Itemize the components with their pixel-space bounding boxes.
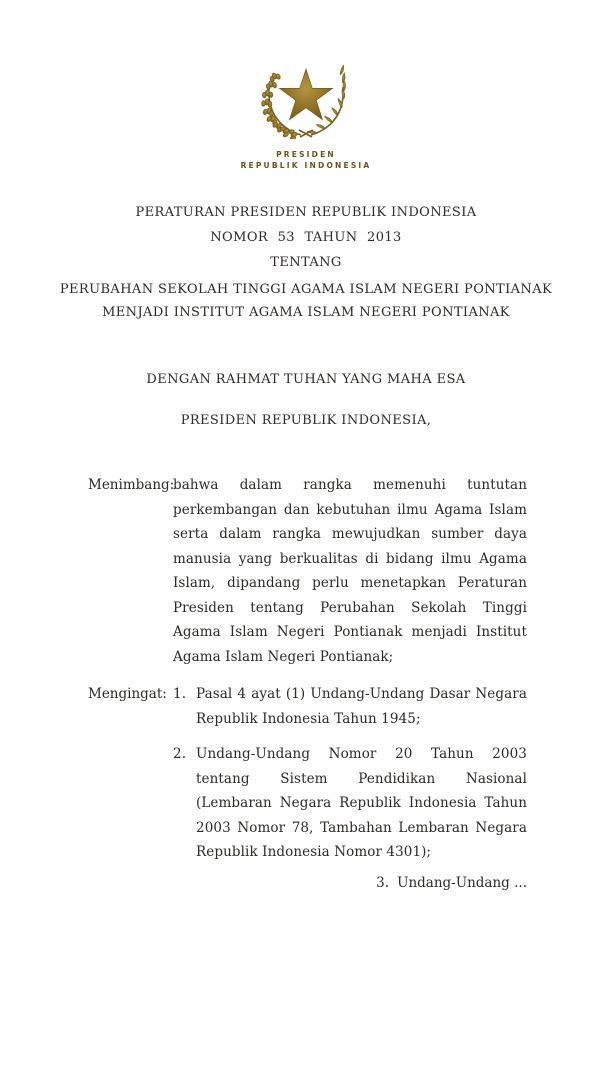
tentang-label: TENTANG: [270, 255, 342, 270]
presidential-star-wreath-icon: [253, 57, 359, 139]
mengingat-word: Mengingat: [88, 686, 163, 702]
list-item-number: 1.: [173, 686, 187, 702]
list-item: [173, 682, 527, 731]
regulation-number: NOMOR 53 TAHUN 2013: [210, 230, 402, 245]
mengingat-clause: [88, 682, 527, 865]
subject-line-1: PERUBAHAN SEKOLAH TINGGI AGAMA ISLAM NEGERI PONTIANAK: [59, 282, 553, 297]
menimbang-word: Menimbang: [88, 477, 170, 493]
catchword-text: Undang-Undang ...: [397, 874, 527, 891]
mengingat-list: [173, 682, 527, 865]
regulation-title: PERATURAN PRESIDEN REPUBLIK INDONESIA: [135, 205, 477, 220]
menimbang-clause: [88, 473, 527, 669]
list-item-text: Pasal 4 ayat (1) Undang-Undang Dasar Negara Republik Indonesia Tahun 1945;: [196, 686, 527, 727]
wordmark-presiden: PRESIDEN: [276, 150, 336, 159]
catchword-number: 3.: [376, 874, 390, 891]
subject-title: [0, 278, 612, 324]
mengingat-colon: :: [162, 686, 167, 702]
page-catchword: [0, 871, 527, 896]
list-item: [173, 742, 527, 865]
menimbang-text: bahwa dalam rangka memenuhi tuntutan perkembangan dan kebutuhan ilmu Agama Islam serta dalam rangka mewujudkan sumber daya manusia yang berkualitas di bidang ilmu Agama Islam, dipandang perlu menetapkan Peraturan Presiden tentang Perubahan Sekolah Tinggi Agama Islam Negeri Pontianak menjadi Institut Agama Islam Negeri Pontianak;: [173, 477, 527, 665]
invocation-line: DENGAN RAHMAT TUHAN YANG MAHA ESA: [146, 372, 466, 387]
subject-line-2: MENJADI INSTITUT AGAMA ISLAM NEGERI PONTIANAK: [102, 305, 510, 320]
menimbang-label: [88, 473, 175, 669]
authority-line: PRESIDEN REPUBLIK INDONESIA,: [180, 413, 432, 428]
title-block: [0, 200, 612, 324]
list-item-text: Undang-Undang Nomor 20 Tahun 2003 tentang Sistem Pendidikan Nasional (Lembaran Negara Republik Indonesia Tahun 2003 Nomor 78, Tambahan Lembaran Negara Republik Indonesia Nomor 4301);: [196, 746, 527, 860]
menimbang-colon: :: [169, 477, 175, 493]
emblem-wordmark: [0, 149, 612, 171]
document-page: [0, 57, 612, 1065]
wordmark-republik-indonesia: REPUBLIK INDONESIA: [240, 161, 372, 170]
list-item-number: 2.: [173, 746, 187, 762]
mengingat-label: [88, 682, 167, 865]
